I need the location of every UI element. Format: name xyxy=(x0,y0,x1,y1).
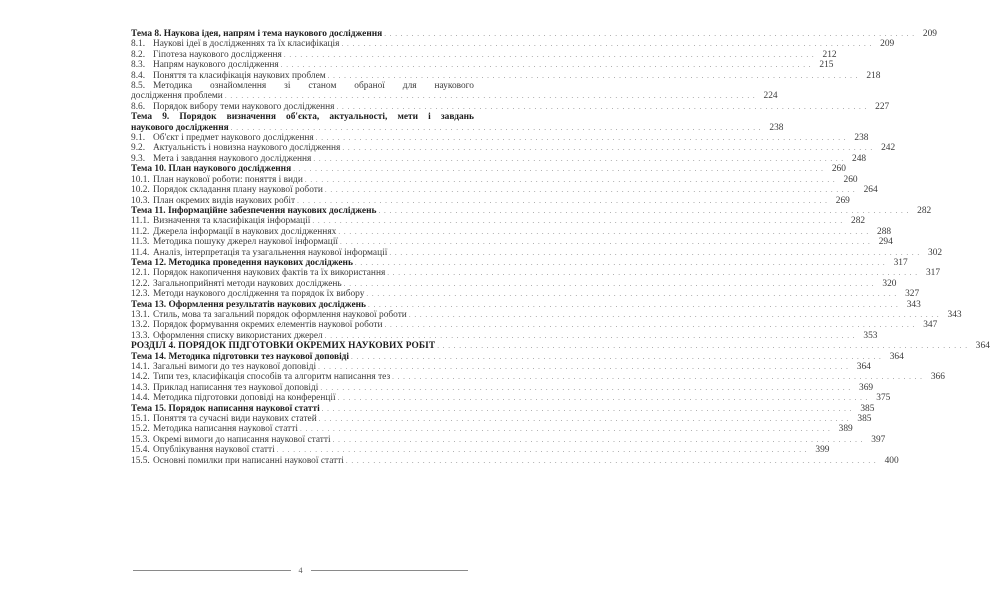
toc-entry-title: Стиль, мова та загальний порядок оформлення наукової роботи xyxy=(153,309,407,320)
toc-subsection-row[interactable] xyxy=(131,414,872,425)
toc-entry-number: 13.3. xyxy=(131,330,150,341)
toc-page-number: 209 xyxy=(922,29,937,39)
toc-entry-number: 13.1. xyxy=(131,309,150,320)
dot-leader xyxy=(338,393,869,403)
dot-leader xyxy=(384,29,915,39)
dot-leader xyxy=(437,341,968,351)
dot-leader xyxy=(328,71,859,81)
page-footer xyxy=(133,565,468,575)
dot-leader xyxy=(392,372,923,382)
toc-entry-title: Тема 15. Порядок написання наукової статті xyxy=(131,403,320,414)
toc-page-number: 343 xyxy=(906,299,921,310)
toc-subsection-row[interactable] xyxy=(131,237,893,248)
toc-entry-title: Загальні вимоги до тез наукової доповіді xyxy=(153,362,317,372)
toc-entry-title: Типи тез, класифікація способів та алгоритм написання тез xyxy=(153,372,391,383)
dot-leader xyxy=(319,414,850,424)
toc-entry-number: 12.3. xyxy=(131,289,150,300)
toc-entry-number: 14.2. xyxy=(131,372,150,383)
dot-leader xyxy=(340,237,871,247)
dot-leader xyxy=(320,383,851,393)
dot-leader xyxy=(389,248,920,258)
toc-subsection-row[interactable] xyxy=(131,268,941,279)
toc-page-number: 343 xyxy=(947,309,962,320)
toc-entry-title: Порядок формування окремих елементів наукової роботи xyxy=(153,320,383,331)
toc-entry-title: План наукової роботи: поняття і види xyxy=(153,174,303,185)
toc-entry-number: 9.1. xyxy=(131,133,146,144)
toc-entry-number: 8.2. xyxy=(131,49,146,60)
toc-subsection-row[interactable] xyxy=(131,174,858,185)
table-of-contents xyxy=(131,29,990,466)
toc-entry-title: Методи наукового дослідження та порядок їх вибору xyxy=(153,289,365,300)
toc-subsection-row[interactable] xyxy=(131,185,878,196)
dot-leader xyxy=(293,164,824,174)
toc-entry-title: Окремі вимоги до написання наукової статті xyxy=(153,434,331,445)
toc-subsection-row[interactable] xyxy=(131,372,945,383)
toc-entry-title: Методика пошуку джерел наукової інформації xyxy=(153,237,339,248)
toc-page-number: 389 xyxy=(838,424,853,435)
toc-entry-title-continuation: дослідження проблеми xyxy=(131,91,223,102)
toc-entry-title: Поняття та класифікація наукових проблем xyxy=(153,70,326,81)
toc-page-number: 317 xyxy=(925,268,941,279)
toc-page-number: 317 xyxy=(893,257,908,268)
toc-entry-title: РОЗДІЛ 4. ПОРЯДОК ПІДГОТОВКИ ОКРЕМИХ НАУКОВИХ РОБІТ xyxy=(131,341,436,352)
toc-entry-title-continuation: наукового дослідження xyxy=(131,122,229,133)
toc-subsection-row[interactable] xyxy=(131,143,896,154)
toc-subsection-row[interactable] xyxy=(131,330,878,341)
toc-entry-number: 13.2. xyxy=(131,320,150,331)
toc-page-number: 327 xyxy=(905,289,920,300)
toc-section-row[interactable] xyxy=(131,205,932,216)
dot-leader xyxy=(316,133,847,143)
toc-entry-number: 8.5. xyxy=(131,81,146,92)
toc-entry-title: Методика підготовки доповіді на конференції xyxy=(153,393,336,404)
dot-leader xyxy=(368,300,899,310)
dot-leader xyxy=(409,310,940,320)
dot-leader xyxy=(355,258,886,268)
dot-leader xyxy=(277,445,808,455)
dot-leader xyxy=(322,404,853,414)
toc-entry-number: 8.4. xyxy=(131,70,146,81)
toc-entry-number: 8.1. xyxy=(131,39,146,50)
dot-leader xyxy=(338,227,869,237)
toc-entry-number: 11.2. xyxy=(131,226,150,237)
toc-page-number: 209 xyxy=(880,39,895,50)
toc-entry-title: Тема 10. План наукового дослідження xyxy=(131,164,292,175)
toc-entry-title: Оформлення списку використаних джерел xyxy=(153,330,323,341)
toc-entry-title: Порядок накопичення наукових фактів та їх використання xyxy=(153,268,386,279)
toc-subsection-row[interactable] xyxy=(131,216,866,227)
dot-leader xyxy=(378,206,909,216)
toc-section-row[interactable] xyxy=(131,29,937,39)
toc-entry-title: Об'єкт і предмет наукового дослідження xyxy=(153,133,314,144)
dot-leader xyxy=(313,154,844,164)
toc-subsection-row[interactable] xyxy=(131,382,874,393)
dot-leader xyxy=(336,102,867,112)
toc-page-number: 260 xyxy=(843,174,858,185)
toc-entry-title: Основні помилки при написанні наукової статті xyxy=(153,455,344,466)
toc-subsection-row[interactable] xyxy=(131,195,850,206)
dot-leader xyxy=(297,196,828,206)
toc-entry-continuation[interactable] xyxy=(131,122,784,133)
toc-subsection-row[interactable] xyxy=(131,153,867,164)
toc-page-number: 242 xyxy=(881,143,896,154)
dot-leader xyxy=(366,289,897,299)
toc-page-number: 366 xyxy=(930,372,945,383)
toc-entry-title: Актуальність і новизна наукового дослідження xyxy=(153,143,341,154)
toc-entry-title: Тема 8. Наукова ідея, напрям і тема наукового дослідження xyxy=(131,29,383,39)
dot-leader xyxy=(281,60,812,70)
toc-section-row[interactable] xyxy=(131,299,921,310)
toc-entry-number: 8.3. xyxy=(131,60,146,71)
toc-subsection-row[interactable] xyxy=(131,424,853,435)
toc-entry-title: Аналіз, інтерпретація та узагальнення наукової інформації xyxy=(153,247,388,258)
toc-subsection-row[interactable] xyxy=(131,278,897,289)
dot-leader xyxy=(351,352,882,362)
toc-entry-continuation[interactable] xyxy=(131,91,778,102)
toc-entry-number: 15.1. xyxy=(131,414,150,425)
toc-subsection-row[interactable] xyxy=(131,81,474,91)
toc-subsection-row[interactable] xyxy=(131,320,938,331)
toc-page-number: 288 xyxy=(877,226,892,237)
toc-entry-number: 10.2. xyxy=(131,185,150,196)
toc-entry-number: 11.4. xyxy=(131,247,150,258)
toc-part-row[interactable] xyxy=(131,341,990,352)
toc-entry-title: Напрям наукового дослідження xyxy=(153,60,279,71)
toc-entry-number: 12.1. xyxy=(131,268,150,279)
toc-subsection-row[interactable] xyxy=(131,289,920,300)
dot-leader xyxy=(300,424,831,434)
toc-page-number: 227 xyxy=(875,101,890,112)
toc-entry-title: План окремих видів наукових робіт xyxy=(153,195,296,206)
toc-page-number: 282 xyxy=(851,216,866,227)
toc-section-row[interactable] xyxy=(131,257,908,268)
toc-entry-title: Наукові ідеї в дослідженнях та їх класифікація xyxy=(153,39,340,50)
toc-page-number: 238 xyxy=(769,122,784,133)
toc-entry-title: Методика ознайомлення зі станом обраної для наукового xyxy=(153,81,474,92)
toc-page-number: 238 xyxy=(854,133,869,144)
toc-page-number: 397 xyxy=(871,434,886,445)
toc-section-row[interactable] xyxy=(131,112,474,122)
toc-entry-number: 15.2. xyxy=(131,424,150,435)
dot-leader xyxy=(231,123,762,133)
toc-page-number: 364 xyxy=(889,351,904,362)
dot-leader xyxy=(325,185,856,195)
dot-leader xyxy=(325,331,856,341)
toc-entry-title: Поняття та сучасні види наукових статей xyxy=(153,414,317,425)
toc-entry-number: 12.2. xyxy=(131,278,150,289)
dot-leader xyxy=(318,362,849,372)
toc-entry-number: 9.3. xyxy=(131,153,146,164)
dot-leader xyxy=(342,143,873,153)
dot-leader xyxy=(284,50,815,60)
toc-page-number: 320 xyxy=(882,278,897,289)
toc-entry-title: Приклад написання тез наукової доповіді xyxy=(153,382,319,393)
toc-page-number: 224 xyxy=(763,91,778,102)
toc-entry-number: 15.3. xyxy=(131,434,150,445)
toc-entry-number: 9.2. xyxy=(131,143,146,154)
toc-entry-title: Опублікування наукової статті xyxy=(153,445,275,456)
toc-subsection-row[interactable] xyxy=(131,393,891,404)
toc-page-number: 218 xyxy=(866,70,881,81)
toc-subsection-row[interactable] xyxy=(131,60,834,71)
toc-page-number: 385 xyxy=(857,414,872,425)
toc-entry-title: Мета і завдання наукового дослідження xyxy=(153,153,312,164)
toc-entry-number: 14.3. xyxy=(131,382,150,393)
dot-leader xyxy=(225,91,756,101)
toc-page-number: 294 xyxy=(878,237,893,248)
toc-entry-title: Порядок вибору теми наукового дослідження xyxy=(153,101,335,112)
toc-entry-title: Гіпотеза наукового дослідження xyxy=(153,49,282,60)
toc-entry-title: Методика написання наукової статті xyxy=(153,424,298,435)
toc-entry-title: Загальноприйняті методи наукових досліджень xyxy=(153,278,342,289)
toc-entry-title: Тема 9. Порядок визначення об'єкта, актуальності, мети і завдань xyxy=(131,112,474,123)
dot-leader xyxy=(333,435,864,445)
dot-leader xyxy=(312,216,843,226)
toc-subsection-row[interactable] xyxy=(131,455,899,466)
toc-section-row[interactable] xyxy=(131,403,875,414)
toc-subsection-row[interactable] xyxy=(131,49,837,60)
toc-page-number: 269 xyxy=(835,195,850,206)
toc-subsection-row[interactable] xyxy=(131,434,886,445)
toc-page-number: 347 xyxy=(923,320,938,331)
toc-page-number: 400 xyxy=(884,455,899,466)
dot-leader xyxy=(387,268,918,278)
toc-entry-title: Порядок складання плану наукової роботи xyxy=(153,185,323,196)
dot-leader xyxy=(346,456,877,466)
toc-page-number: 248 xyxy=(852,153,867,164)
toc-subsection-row[interactable] xyxy=(131,133,869,144)
toc-entry-number: 11.1. xyxy=(131,216,150,227)
toc-subsection-row[interactable] xyxy=(131,362,871,372)
toc-entry-title: Джерела інформації в наукових дослідженнях xyxy=(153,226,337,237)
toc-subsection-row[interactable] xyxy=(131,445,830,456)
toc-subsection-row[interactable] xyxy=(131,226,892,237)
toc-section-row[interactable] xyxy=(131,164,846,175)
footer-rule-left xyxy=(133,570,291,571)
toc-page-number: 212 xyxy=(822,49,837,60)
toc-page-number: 353 xyxy=(863,330,878,341)
toc-entry-number: 8.6. xyxy=(131,101,146,112)
toc-entry-title: Тема 12. Методика проведення наукових досліджень xyxy=(131,257,353,268)
toc-page-number: 364 xyxy=(975,341,990,352)
toc-entry-title: Тема 14. Методика підготовки тез наукової доповіді xyxy=(131,351,350,362)
toc-page-number: 260 xyxy=(831,164,846,175)
toc-section-row[interactable] xyxy=(131,351,904,362)
footer-rule-right xyxy=(311,570,469,571)
toc-page-number: 369 xyxy=(859,382,874,393)
toc-entry-number: 10.3. xyxy=(131,195,150,206)
dot-leader xyxy=(341,39,872,49)
toc-subsection-row[interactable] xyxy=(131,70,881,81)
toc-page-number: 215 xyxy=(819,60,834,71)
page-number: 4 xyxy=(298,565,303,575)
toc-entry-number: 15.4. xyxy=(131,445,150,456)
toc-subsection-row[interactable] xyxy=(131,39,895,50)
toc-entry-number: 14.1. xyxy=(131,362,150,372)
toc-entry-number: 10.1. xyxy=(131,174,150,185)
dot-leader xyxy=(305,175,836,185)
toc-page-number: 282 xyxy=(917,205,932,216)
dot-leader xyxy=(344,279,875,289)
toc-page-number: 375 xyxy=(876,393,891,404)
toc-page-number: 264 xyxy=(863,185,878,196)
toc-entry-number: 11.3. xyxy=(131,237,150,248)
toc-entry-title: Тема 13. Оформлення результатів наукових досліджень xyxy=(131,299,366,310)
toc-page-number: 302 xyxy=(928,247,943,258)
toc-entry-title: Визначення та класифікація інформації xyxy=(153,216,311,227)
toc-subsection-row[interactable] xyxy=(131,309,962,320)
dot-leader xyxy=(385,320,916,330)
toc-subsection-row[interactable] xyxy=(131,101,890,112)
toc-page-number: 385 xyxy=(860,403,875,414)
toc-page-number: 364 xyxy=(856,362,871,372)
toc-entry-number: 14.4. xyxy=(131,393,150,404)
toc-entry-number: 15.5. xyxy=(131,455,150,466)
toc-subsection-row[interactable] xyxy=(131,247,943,258)
toc-page-number: 399 xyxy=(815,445,830,456)
toc-entry-title: Тема 11. Інформаційне забезпечення наукових досліджень xyxy=(131,205,377,216)
